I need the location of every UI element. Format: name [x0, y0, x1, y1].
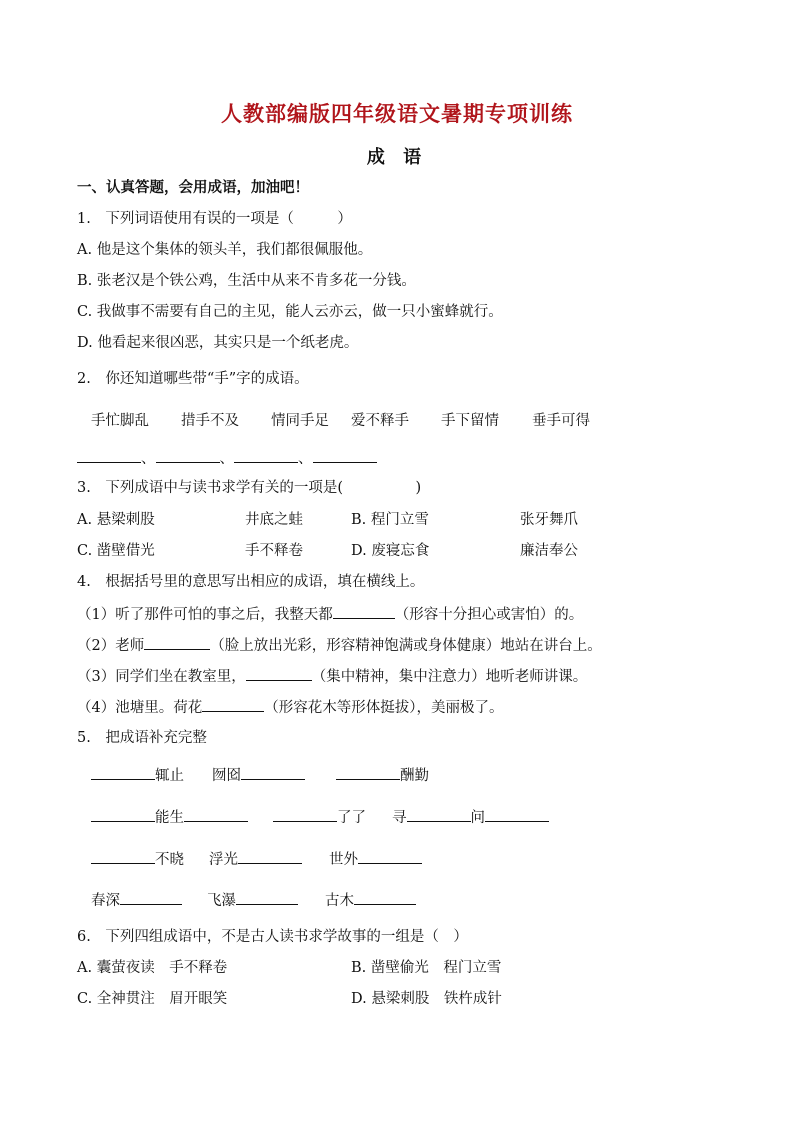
answer-blank[interactable] [336, 765, 400, 780]
q4-sentence-1 [77, 604, 583, 625]
answer-blank[interactable] [202, 697, 264, 712]
q2-word: 手下留情 [441, 413, 499, 429]
separator: 、 [219, 451, 234, 467]
answer-blank[interactable] [241, 765, 305, 780]
answer-blank[interactable] [313, 448, 377, 463]
answer-blank[interactable] [407, 807, 471, 822]
q4-sentence-2 [77, 635, 602, 656]
q3-option-c2: 手不释卷 [245, 543, 303, 559]
q2-word: 情同手足 [271, 413, 329, 429]
q3-option-c: C. 凿壁借光 [77, 543, 155, 559]
separator: 、 [141, 451, 156, 467]
answer-blank[interactable] [91, 807, 155, 822]
idiom-part: 囫囵 [212, 768, 241, 784]
q2-word: 措手不及 [181, 413, 239, 429]
answer-blank[interactable] [485, 807, 549, 822]
q2-word: 爱不释手 [351, 413, 409, 429]
q4-stem: 4. 根据括号里的意思写出相应的成语，填在横线上。 [77, 574, 425, 590]
q5-row-1 [91, 765, 429, 786]
q4-s1-hint: （形容十分担心或害怕）的。 [394, 607, 584, 623]
idiom-part: 古木 [325, 893, 354, 909]
q1-option-c: C. 我做事不需要有自己的主见，能人云亦云，做一只小蜜蜂就行。 [77, 304, 503, 320]
q3-option-b2: 张牙舞爪 [520, 512, 578, 528]
q1-option-d: D. 他看起来很凶恶，其实只是一个纸老虎。 [77, 335, 359, 351]
q4-s3-text: （3）同学们坐在教室里， [77, 669, 246, 685]
answer-blank[interactable] [234, 448, 298, 463]
q4-s2-hint: （脸上放出光彩，形容精神饱满或身体健康）地站在讲台上。 [210, 638, 602, 654]
q6-option-c: C. 全神贯注 眉开眼笑 [77, 991, 228, 1007]
idiom-part: 寻 [392, 810, 407, 826]
answer-blank[interactable] [273, 807, 337, 822]
idiom-part: 问 [470, 810, 485, 826]
q6-option-a: A. 囊萤夜读 手不释卷 [77, 960, 228, 976]
q5-row-2 [91, 807, 549, 828]
section-heading: 一、认真答题，会用成语，加油吧！ [77, 180, 309, 196]
q5-row-4 [91, 890, 416, 911]
q3-option-a: A. 悬梁刺股 [77, 512, 155, 528]
answer-blank[interactable] [238, 849, 302, 864]
q4-sentence-3 [77, 666, 587, 687]
idiom-part: 世外 [329, 852, 358, 868]
q4-s4-hint: （形容花木等形体挺拔），美丽极了。 [264, 700, 504, 716]
q6-option-b: B. 凿壁偷光 程门立雪 [351, 960, 502, 976]
idiom-part: 不晓 [155, 852, 184, 868]
idiom-part: 能生 [155, 810, 184, 826]
answer-blank[interactable] [77, 448, 141, 463]
answer-blank[interactable] [91, 765, 155, 780]
q4-s2-text: （2）老师 [77, 638, 145, 654]
q5-stem: 5. 把成语补充完整 [77, 730, 207, 746]
q2-stem: 2. 你还知道哪些带“手”字的成语。 [77, 371, 309, 387]
q6-stem: 6. 下列四组成语中，不是古人读书求学故事的一组是（ ） [77, 929, 468, 945]
answer-blank[interactable] [236, 890, 298, 905]
q2-answer-blanks [77, 448, 377, 469]
page-subtitle: 成 语 [366, 147, 428, 168]
q3-option-d2: 廉洁奉公 [520, 543, 578, 559]
answer-blank[interactable] [120, 890, 182, 905]
q1-option-a: A. 他是这个集体的领头羊，我们都很佩服他。 [77, 242, 373, 258]
q4-s3-hint: （集中精神，集中注意力）地听老师讲课。 [311, 669, 588, 685]
q3-option-d: D. 废寝忘食 [351, 543, 430, 559]
q3-stem: 3. 下列成语中与读书求学有关的一项是( ) [77, 480, 422, 496]
q4-sentence-4 [77, 697, 503, 718]
q3-option-a2: 井底之蛙 [245, 512, 303, 528]
idiom-part: 辄止 [155, 768, 184, 784]
separator: 、 [298, 451, 313, 467]
answer-blank[interactable] [144, 635, 210, 650]
answer-blank[interactable] [184, 807, 248, 822]
q5-row-3 [91, 849, 422, 870]
answer-blank[interactable] [246, 666, 312, 681]
answer-blank[interactable] [91, 849, 155, 864]
q1-stem: 1. 下列词语使用有误的一项是（ ） [77, 211, 352, 227]
idiom-part: 了了 [337, 810, 366, 826]
q2-word: 手忙脚乱 [91, 413, 149, 429]
answer-blank[interactable] [156, 448, 220, 463]
idiom-part: 春深 [91, 893, 120, 909]
q2-word: 垂手可得 [532, 413, 590, 429]
idiom-part: 浮光 [209, 852, 238, 868]
page-title: 人教部编版四年级语文暑期专项训练 [221, 102, 573, 126]
answer-blank[interactable] [333, 604, 395, 619]
answer-blank[interactable] [354, 890, 416, 905]
q3-option-b: B. 程门立雪 [351, 512, 429, 528]
q6-option-d: D. 悬梁刺股 铁杵成针 [351, 991, 502, 1007]
idiom-part: 飞瀑 [207, 893, 236, 909]
q1-option-b: B. 张老汉是个铁公鸡，生活中从来不肯多花一分钱。 [77, 273, 416, 289]
answer-blank[interactable] [358, 849, 422, 864]
q4-s4-text: （4）池塘里。荷花 [77, 700, 203, 716]
idiom-part: 酬勤 [400, 768, 429, 784]
q4-s1-text: （1）听了那件可怕的事之后，我整天都 [77, 607, 333, 623]
